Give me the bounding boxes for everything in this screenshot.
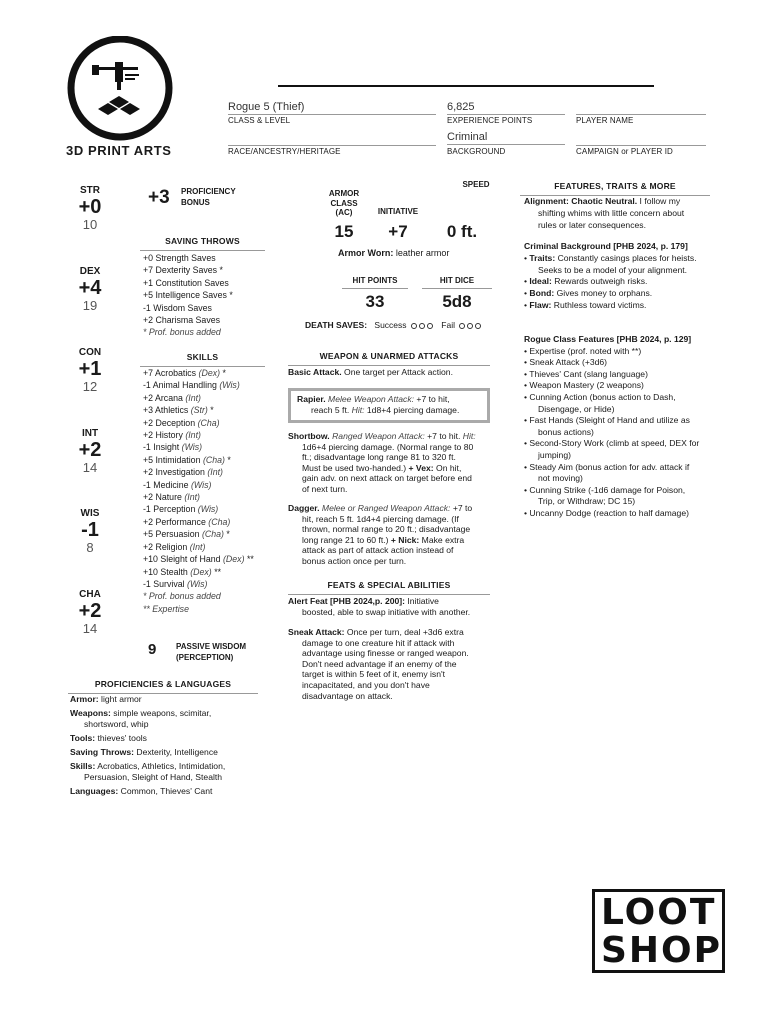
bg-key: Bond: (529, 288, 555, 299)
attack-text: 1d6+4 piercing damage. (Normal range to 80 (302, 441, 474, 452)
class-feature-text: Thieves' Cant (slang language) (529, 368, 648, 379)
saving-throw-item: -1 Wisdom Saves (143, 302, 212, 313)
passive-label-line: (PERCEPTION) (176, 653, 234, 662)
passive-label-line: PASSIVE WISDOM (176, 642, 247, 651)
proficiency-key: Languages: (70, 786, 119, 796)
skill-row (143, 479, 254, 491)
class-features-heading: Rogue Class Features [PHB 2024, p. 129] (524, 334, 692, 344)
loot-shop-row-2: SHOP (601, 930, 723, 971)
skill-name: Sleight of Hand (160, 554, 221, 565)
feat-text: target is within 5 feet of it, enemy isn't (302, 669, 446, 680)
proficiency-key: Skills: (70, 761, 96, 771)
skill-bonus: +7 (143, 368, 154, 378)
saving-throw-note: * Prof. bonus added (143, 327, 221, 338)
skills-list (143, 367, 254, 615)
class-feature-text: Cunning Strike (-1d6 damage for Poison, (529, 484, 686, 495)
character-name-line (278, 85, 654, 87)
race-label: RACE/ANCESTRY/HERITAGE (228, 147, 341, 156)
skill-ability: (Cha) (201, 529, 224, 540)
class-feature-text: Sneak Attack (+3d6) (529, 357, 608, 368)
dagger-attack (288, 503, 498, 567)
skill-bonus: +2 (143, 417, 154, 428)
proficiency-item (70, 786, 270, 797)
skill-name: History (155, 430, 183, 441)
alignment (524, 196, 724, 231)
background-item: • Flaw: Ruthless toward victims. (524, 299, 647, 310)
ac-label-line: ARMOR (328, 189, 360, 198)
ability-modifier: +0 (78, 196, 102, 218)
initiative-label: INITIATIVE (377, 207, 419, 216)
proficiency-value: simple weapons, scimitar, (110, 708, 212, 718)
skill-ability: (Dex) (223, 554, 245, 565)
proficiency-key: Saving Throws: (70, 747, 134, 757)
armor-worn (338, 248, 449, 260)
class-feature-text: Fast Hands (Sleight of Hand and utilize as (529, 415, 690, 426)
ability-score: 12 (82, 379, 98, 394)
skill-name: Arcana (155, 392, 183, 403)
ac-label-line: CLASS (330, 198, 358, 208)
ability-cha (68, 588, 112, 638)
proficiency-value-cont: shortsword, whip (84, 719, 149, 729)
experience-label: EXPERIENCE POINTS (447, 116, 533, 125)
attack-text: of next turn. (302, 483, 348, 494)
passive-wisdom-value: 9 (148, 641, 157, 658)
background-features (524, 241, 734, 312)
skill-bonus: -1 (143, 504, 151, 515)
skill-name: Insight (153, 442, 180, 453)
feat-text: Don't need advantage if an enemy of the (302, 658, 457, 669)
skill-name: Perception (153, 504, 196, 515)
skill-mark: * (227, 454, 231, 465)
skill-ability: (Int) (189, 541, 206, 552)
death-saves-label: DEATH SAVES: (305, 320, 368, 330)
passive-wisdom-label (176, 641, 246, 663)
death-saves-fail-label: Fail (441, 320, 455, 330)
proficiency-value: light armor (98, 694, 142, 704)
ability-score: 10 (82, 217, 98, 232)
skill-mark: * (222, 368, 226, 378)
attack-text: Must be used two-handed.) (302, 462, 407, 473)
class-feature-text: Steady Aim (bonus action for adv. attack if (529, 461, 690, 472)
skill-ability: (Wis) (197, 504, 219, 515)
hit-dice-label: HIT DICE (422, 276, 492, 289)
proficiency-key: Weapons: (70, 708, 111, 718)
player-name-label: PLAYER NAME (576, 116, 634, 125)
attacks-heading: WEAPON & UNARMED ATTACKS (288, 351, 490, 366)
background-heading: Criminal Background [PHB 2024, p. 179] (524, 241, 688, 251)
skill-name: Religion (155, 541, 188, 552)
feat-name: Alert Feat [PHB 2024,p. 200]: (288, 596, 406, 606)
hit-points-value: 33 (365, 292, 385, 311)
armor-worn-key: Armor Worn: (338, 248, 394, 258)
skill-row (143, 553, 254, 565)
skill-name: Survival (153, 578, 185, 589)
ability-name: INT (81, 428, 99, 439)
class-feature-text: Second-Story Work (climb at speed, DEX for (529, 438, 700, 449)
class-feature-item: • Expertise (prof. noted with **) (524, 345, 642, 356)
background-item: • Traits: Constantly casings places for heists. (524, 252, 697, 263)
attack-text: long range 21 to 60 ft.) (302, 534, 389, 545)
attack-text: +7 to hit, (414, 394, 450, 404)
class-feature-text: Disengage, or Hide) (538, 403, 615, 414)
skill-bonus: +10 (143, 566, 158, 577)
skill-row (143, 566, 254, 578)
bg-text: Seeks to be a model of your alignment. (538, 264, 688, 275)
skill-bonus: +2 (143, 392, 154, 403)
feat-text: Once per turn, deal +3d6 extra (344, 627, 464, 637)
skills-note: * Prof. bonus added (143, 591, 221, 602)
class-feature-text: jumping) (538, 449, 571, 460)
hit-points-label: HIT POINTS (342, 276, 408, 289)
skill-name: Athletics (155, 405, 189, 416)
attack-text: attack as part of attack action instead of (302, 545, 454, 556)
attack-text: 1d8+4 piercing damage. (364, 404, 460, 415)
skill-ability: (Wis) (190, 479, 212, 490)
loot-shop-row-1: LOOT (601, 892, 717, 933)
alignment-key: Alignment: Chaotic Neutral. (524, 196, 638, 206)
skill-name: Stealth (160, 566, 188, 577)
skill-row (143, 454, 254, 466)
weapon-mastery: + Vex: (406, 462, 434, 473)
ability-dex (68, 265, 112, 315)
hit-dice-value: 5d8 (442, 292, 472, 311)
class-feature-item: • Thieves' Cant (slang language) (524, 368, 648, 379)
fail-circle-icon[interactable] (475, 323, 481, 329)
attack-text: gain adv. on next attack on target before end (302, 473, 472, 484)
skill-row (143, 503, 254, 515)
skill-bonus: +3 (143, 405, 154, 416)
proficiency-key: Tools: (70, 733, 96, 743)
class-feature-item: • Sneak Attack (+3d6) (524, 357, 608, 368)
ability-modifier: +2 (78, 439, 102, 461)
bg-key: Flaw: (529, 299, 552, 310)
skill-ability: (Cha) (208, 516, 231, 527)
death-saves (305, 320, 481, 331)
attack-text: +7 to (450, 503, 473, 513)
skill-row (143, 541, 254, 553)
class-level-value: Rogue 5 (Thief) (228, 101, 305, 113)
ability-score: 8 (86, 540, 94, 555)
skill-mark: ** (246, 554, 254, 565)
attack-type: Melee Weapon Attack: (325, 394, 415, 404)
ability-modifier: -1 (81, 519, 99, 541)
background-label: BACKGROUND (447, 147, 506, 156)
campaign-label: CAMPAIGN or PLAYER ID (576, 147, 673, 156)
alignment-text: shifting whims with little concern about (538, 207, 685, 218)
skill-ability: (Wis) (181, 442, 203, 453)
class-feature-text: Weapon Mastery (2 weapons) (529, 380, 644, 391)
ability-modifier: +4 (78, 277, 102, 299)
attack-text: thrown, normal range to 20 ft.; disadvantage (302, 524, 471, 535)
skill-ability: (Dex) (198, 368, 221, 378)
attack-type: Ranged Weapon Attack: (329, 431, 425, 441)
feat-text: incapacitated, and you don't have (302, 679, 430, 690)
ability-name: CHA (79, 589, 101, 600)
class-feature-text: bonus actions) (538, 426, 594, 437)
experience-field[interactable] (447, 100, 565, 115)
campaign-field[interactable] (576, 131, 706, 146)
skill-bonus: +2 (143, 541, 154, 552)
attack-text: On hit, (433, 462, 462, 473)
class-feature-item: • Cunning Strike (-1d6 damage for Poison, (524, 484, 686, 495)
background-item: • Ideal: Rewards outweigh risks. (524, 276, 648, 287)
brand-name: 3D PRINT ARTS (66, 143, 172, 158)
armor-class-label (322, 189, 366, 218)
skill-row (143, 516, 254, 528)
success-circle-icon[interactable] (411, 323, 417, 329)
3d-print-arts-logo-icon (62, 36, 180, 144)
player-name-field[interactable] (576, 100, 706, 115)
attack-text: reach 5 ft. (311, 404, 352, 415)
saving-throw-item: +1 Constitution Saves (143, 277, 229, 288)
saving-throws-heading: SAVING THROWS (140, 236, 265, 251)
feats-heading: FEATS & SPECIAL ABILITIES (288, 580, 490, 595)
ability-score: 14 (82, 621, 98, 636)
class-feature-text: Trip, or Withdraw; DC 15) (538, 496, 636, 507)
skill-ability: (Cha) (197, 417, 220, 428)
proficiency-value: Common, Thieves' Cant (118, 786, 213, 796)
attack-hit-label: Hit: (462, 431, 476, 441)
skill-name: Intimidation (155, 454, 201, 465)
skill-mark: * (210, 405, 214, 416)
skill-ability: (Cha) (202, 454, 225, 465)
attack-hit-label: Hit: (351, 404, 365, 415)
ability-score: 14 (82, 460, 98, 475)
class-feature-item: • Cunning Action (bonus action to Dash, (524, 391, 676, 402)
alignment-text: rules or later consequences. (538, 219, 646, 230)
attack-type: Melee or Ranged Weapon Attack: (319, 503, 451, 513)
proficiencies-heading: PROFICIENCIES & LANGUAGES (68, 679, 258, 694)
features-heading: FEATURES, TRAITS & MORE (520, 181, 710, 196)
success-circle-icon[interactable] (427, 323, 433, 329)
shortbow-attack (288, 431, 498, 495)
attack-text: Make extra (419, 534, 465, 545)
ability-modifier: +1 (78, 358, 102, 380)
skill-bonus: +5 (143, 454, 154, 465)
feat-text: boosted, able to swap initiative with another. (302, 606, 471, 617)
skill-bonus: +10 (143, 554, 158, 565)
attack-text: One target per Attack action. (341, 367, 453, 377)
class-feature-text: Cunning Action (bonus action to Dash, (529, 391, 676, 402)
bg-text: Gives money to orphans. (554, 288, 653, 299)
proficiency-label-line: PROFICIENCY (181, 187, 236, 196)
background-field[interactable] (447, 130, 565, 145)
ability-name: STR (80, 185, 100, 196)
weapon-mastery: + Nick: (388, 534, 420, 545)
skill-ability: (Int) (207, 467, 223, 478)
skill-mark: ** (214, 566, 222, 577)
skill-name: Acrobatics (155, 368, 197, 378)
fail-circle-icon[interactable] (467, 323, 473, 329)
skill-name: Nature (155, 492, 182, 503)
speed-value: 0 ft. (446, 222, 478, 241)
ability-wis (68, 507, 112, 557)
proficiency-value: Acrobatics, Athletics, Intimidation, (95, 761, 226, 771)
class-feature-item: • Fast Hands (Sleight of Hand and utilize as (524, 415, 690, 426)
ability-int (68, 427, 112, 477)
ability-name: WIS (80, 508, 100, 519)
loot-shop-logo (592, 889, 725, 973)
bg-text: Rewards outweigh risks. (551, 276, 648, 287)
skill-bonus: +2 (143, 492, 154, 503)
proficiency-item (70, 708, 270, 730)
class-level-field[interactable] (228, 100, 436, 115)
skill-bonus: -1 (143, 479, 151, 490)
skill-row (143, 491, 254, 503)
skill-ability: (Dex) (190, 566, 212, 577)
attack-name: Basic Attack. (288, 367, 342, 377)
skill-name: Medicine (153, 479, 189, 490)
ability-name: CON (78, 347, 102, 358)
skill-ability: (Str) (190, 405, 208, 416)
armor-class-value: 15 (334, 222, 354, 241)
feat-text: advantage using finesse or ranged weapon. (302, 648, 469, 659)
skill-ability: (Int) (185, 430, 201, 441)
ability-modifier: +2 (78, 600, 102, 622)
skill-ability: (Wis) (219, 380, 240, 391)
alignment-text: I follow my (637, 196, 681, 206)
initiative-value: +7 (388, 222, 408, 241)
skill-row (143, 429, 254, 441)
skill-row (143, 578, 254, 590)
attack-text: bonus action once per turn. (302, 555, 407, 566)
skill-bonus: +2 (143, 430, 154, 441)
class-feature-item: • Uncanny Dodge (reaction to half damage) (524, 507, 689, 518)
skill-row (143, 466, 254, 478)
sneak-attack-feature (288, 627, 498, 701)
background-item: • Bond: Gives money to orphans. (524, 288, 653, 299)
skill-name: Deception (155, 417, 196, 428)
attack-text: +7 to hit. (424, 431, 463, 441)
saving-throws-list (143, 252, 233, 339)
basic-attack (288, 367, 493, 378)
class-feature-text: Uncanny Dodge (reaction to half damage) (529, 507, 689, 518)
skill-bonus: -1 (143, 442, 151, 453)
proficiency-item (70, 694, 270, 705)
skill-name: Investigation (155, 467, 205, 478)
saving-throw-item: +2 Charisma Saves (143, 315, 221, 326)
background-value: Criminal (447, 131, 488, 143)
ability-name: DEX (79, 266, 101, 277)
class-feature-item: • Second-Story Work (climb at speed, DEX for (524, 438, 700, 449)
skill-ability: (Wis) (187, 578, 208, 589)
skill-row (143, 528, 254, 540)
skill-row (143, 367, 254, 379)
saving-throw-item: +0 Strength Saves (143, 253, 216, 263)
bg-key: Ideal: (529, 276, 552, 287)
attack-text: hit, reach 5 ft. 1d4+4 piercing damage. (If (302, 513, 459, 524)
death-saves-success-label: Success (374, 320, 407, 330)
skill-mark: * (226, 529, 230, 540)
skill-name: Animal Handling (152, 380, 217, 391)
attack-name: Dagger. (288, 503, 320, 513)
proficiency-key: Armor: (70, 694, 99, 704)
bg-text: Ruthless toward victims. (551, 299, 647, 310)
skills-heading: SKILLS (140, 352, 265, 367)
skill-ability: (Int) (185, 392, 201, 403)
speed-label: SPEED (462, 180, 490, 189)
feat-text: Initiative (405, 596, 439, 606)
success-circle-icon[interactable] (419, 323, 425, 329)
proficiency-value: Dexterity, Intelligence (133, 747, 218, 757)
rapier-attack-box (288, 388, 490, 423)
ac-label-line: (AC) (335, 208, 353, 217)
skill-ability: (Int) (184, 492, 200, 503)
alert-feat (288, 596, 498, 617)
skill-bonus: -1 (143, 380, 151, 391)
skills-note: ** Expertise (143, 603, 189, 614)
proficiency-item (70, 733, 270, 744)
proficiency-bonus-value: +3 (148, 187, 170, 208)
class-feature-item: • Steady Aim (bonus action for adv. attack if (524, 461, 690, 472)
ability-str (68, 184, 112, 234)
saving-throw-item: +7 Dexterity Saves * (143, 265, 223, 276)
proficiencies-list (70, 694, 270, 797)
feat-name: Sneak Attack: (288, 627, 345, 637)
skill-bonus: +2 (143, 467, 154, 478)
experience-value: 6,825 (447, 101, 475, 113)
skill-bonus: -1 (143, 578, 151, 589)
proficiency-item (70, 761, 270, 783)
brand-logo (62, 36, 180, 144)
proficiency-item (70, 747, 270, 758)
class-feature-text: not moving) (538, 473, 583, 484)
feat-text: disadvantage on attack. (302, 690, 393, 701)
attack-name: Shortbow. (288, 431, 330, 441)
skill-row (143, 404, 254, 416)
proficiency-value-cont: Persuasion, Sleight of Hand, Stealth (84, 772, 223, 782)
skill-row (143, 392, 254, 404)
skill-row (143, 417, 254, 429)
attack-text: ft.; disadvantage long range 81 to 320 ft. (302, 452, 456, 463)
ability-score: 19 (82, 298, 98, 313)
bg-key: Traits: (529, 252, 556, 263)
ability-con (68, 346, 112, 396)
proficiency-value: thieves' tools (95, 733, 147, 743)
race-field[interactable] (228, 131, 436, 146)
class-feature-text: Expertise (prof. noted with **) (529, 345, 642, 356)
skill-name: Persuasion (155, 529, 200, 540)
skill-name: Performance (155, 516, 206, 527)
skill-bonus: +5 (143, 529, 154, 540)
skill-bonus: +2 (143, 516, 154, 527)
class-level-label: CLASS & LEVEL (228, 116, 291, 125)
attack-name: Rapier. (297, 394, 326, 404)
skill-row (143, 441, 254, 453)
fail-circle-icon[interactable] (459, 323, 465, 329)
feat-text: damage to one creature hit if attack with (302, 637, 455, 648)
armor-worn-value: leather armor (393, 248, 450, 258)
proficiency-label-line: BONUS (181, 198, 210, 207)
skill-row (143, 379, 254, 391)
bg-text: Constantly casings places for heists. (555, 252, 697, 263)
saving-throw-item: +5 Intelligence Saves * (143, 290, 233, 301)
class-feature-item: • Weapon Mastery (2 weapons) (524, 380, 644, 391)
class-features (524, 334, 734, 520)
proficiency-bonus-label (181, 186, 236, 208)
